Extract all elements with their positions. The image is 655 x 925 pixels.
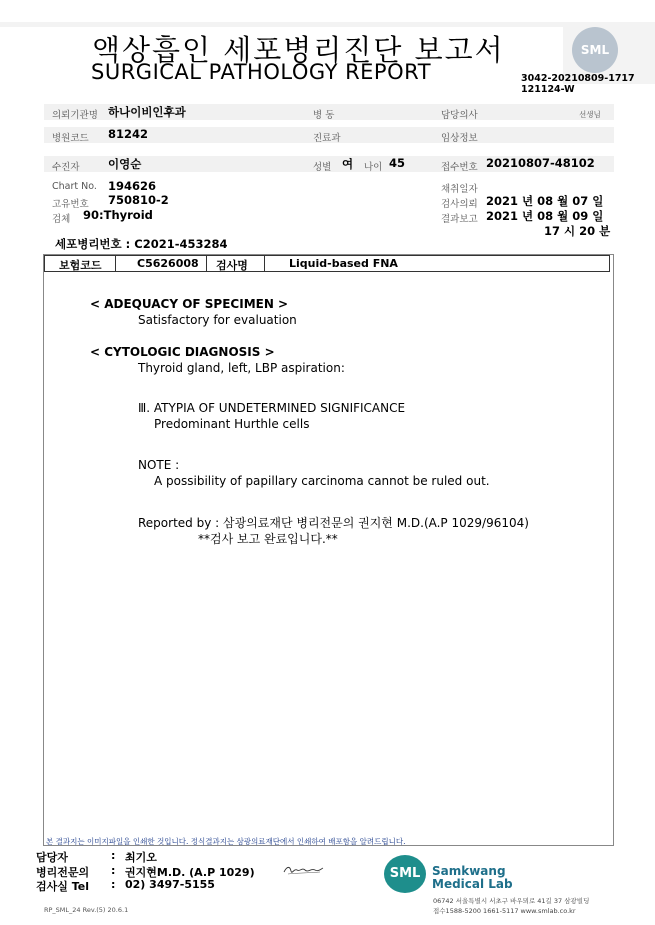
test-name-value: Liquid-based FNA [289,257,398,270]
report-id-line1: 3042-20210809-1717 [521,73,635,84]
lab-name-line2: Medical Lab [432,877,513,891]
disclaimer-text: 본 결과지는 이미지파일을 인쇄한 것입니다. 정식결과지는 삼광의료재단에서 인쇄하여 배포함을 알려드립니다. [46,837,406,846]
receipt-no-label: 접수번호 [441,162,478,173]
sml-circle-icon [384,855,426,893]
unique-no-value: 750810-2 [108,193,169,207]
adequacy-heading: < ADEQUACY OF SPECIMEN > [90,297,289,311]
code-row-divider [115,256,116,271]
specimen-label: 검체 [52,214,71,225]
reported-by: Reported by : 삼광의료재단 병리전문의 권지현 M.D.(A.P 1029/96104) [138,516,529,530]
report-time-value: 17 시 20 분 [544,224,611,238]
sex-value: 여 [342,157,354,171]
diagnosis-category: Ⅲ. ATYPIA OF UNDETERMINED SIGNIFICANCE [138,401,406,415]
lab-tel-value: 02) 3497-5155 [125,878,215,891]
lab-tel-label: 검사실 Tel [36,880,89,893]
unique-no-label: 고유번호 [52,199,89,210]
pathologist-signature [282,862,324,878]
specimen-value: 90:Thyroid [83,208,153,222]
lab-name-line1: Samkwang [432,864,506,878]
pathologist-colon: : [111,864,116,877]
report-title-english: SURGICAL PATHOLOGY REPORT [91,60,432,84]
manager-label: 담당자 [36,851,68,864]
form-code: RP_SML_24 Rev.(5) 20.6.1 [44,906,129,914]
report-completed: **검사 보고 완료입니다.** [198,532,338,546]
age-label: 나이 [364,162,383,173]
hospital-code-value: 81242 [108,127,149,141]
sml-logo-badge [572,27,618,73]
lab-tel-colon: : [111,878,116,891]
report-id [521,73,635,95]
code-row-divider [206,256,207,271]
request-date-label: 검사의뢰 [441,199,478,210]
hospital-code-label: 병원코드 [52,133,89,144]
report-date-value: 2021 년 08 월 09 일 [486,209,604,223]
pathologist-label: 병리전문의 [36,866,90,879]
adequacy-text: Satisfactory for evaluation [138,313,297,327]
clinical-info-label: 임상정보 [441,133,478,144]
report-date-label: 결과보고 [441,214,478,225]
note-text: A possibility of papillary carcinoma cannot be ruled out. [154,474,490,488]
request-date-value: 2021 년 08 월 07 일 [486,194,604,208]
patient-name: 이영순 [108,157,142,171]
insurance-code-label: 보험코드 [59,259,102,272]
patient-label: 수진자 [52,162,80,173]
report-id-line2: 121124-W [521,84,575,95]
chart-no-label: Chart No. [52,181,97,192]
code-row [44,255,610,272]
ward-label: 병 동 [313,110,335,121]
doctor-label: 담당의사 [441,110,478,121]
note-label: NOTE : [138,458,180,472]
doctor-value: 선생님 [579,110,601,119]
sml-logo-text: SML [580,43,610,57]
pathologist-value: 권지현M.D. (A.P 1029) [125,866,255,879]
report-title-korean: 액상흡인 세포병리진단 보고서 [92,33,505,67]
manager-value: 최기오 [125,851,157,864]
institution-label: 의뢰기관명 [52,110,98,121]
diagnosis-heading: < CYTOLOGIC DIAGNOSIS > [90,345,275,359]
diagnosis-detail: Predominant Hurthle cells [154,417,310,431]
chart-no-value: 194626 [108,179,157,193]
code-row-divider [264,256,265,271]
manager-colon: : [111,849,116,862]
collection-date-label: 채취일자 [441,184,478,195]
sex-label: 성별 [313,162,332,173]
report-body-frame [43,254,614,846]
lab-address: 06742 서울특별시 서초구 바우뫼로 41길 37 삼광빌딩 [433,897,590,905]
test-name-label: 검사명 [216,259,248,272]
dept-label: 진료과 [313,133,341,144]
age-value: 45 [389,156,406,170]
lab-contact: 접수1588-5200 1661-5117 www.smlab.co.kr [433,907,576,915]
pathology-number: 세포병리번호 : C2021-453284 [55,237,228,251]
sml-logo-label: SML [389,866,421,881]
receipt-no-value: 20210807-48102 [486,156,595,170]
institution-value: 하나이비인후과 [108,105,186,119]
insurance-code-value: C5626008 [137,257,199,270]
diagnosis-site: Thyroid gland, left, LBP aspiration: [138,361,345,375]
